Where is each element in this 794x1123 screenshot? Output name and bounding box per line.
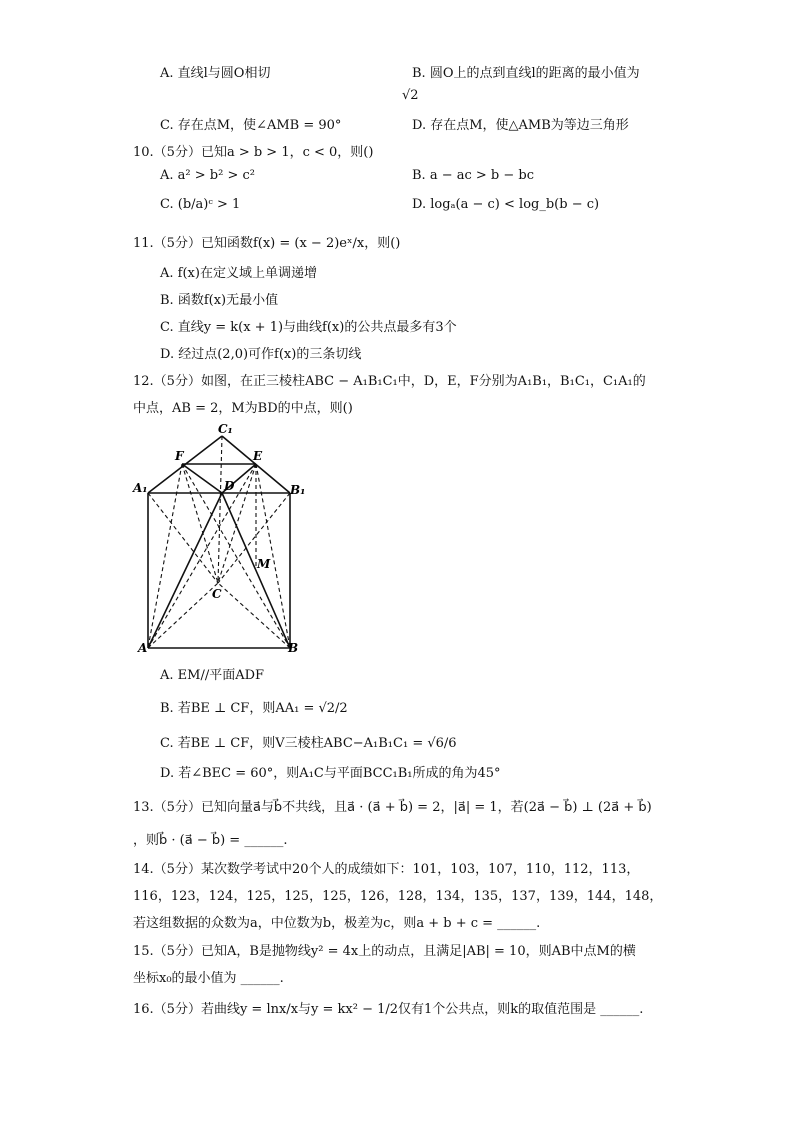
label-a1: A₁ <box>133 481 148 495</box>
q14-line3: 若这组数据的众数为a，中位数为b，极差为c，则a + b + c = ______. <box>133 916 541 931</box>
q14-line1: 14.（5分）某次数学考试中20个人的成绩如下：101，103，107，110，112，113， <box>133 862 640 877</box>
option-b-continuation: √2 <box>402 88 419 103</box>
q15-line1: 15.（5分）已知A，B是抛物线y² = 4x上的动点，且满足|AB| = 10，则AB中点M的横 <box>133 944 636 959</box>
q11-option-c: C. 直线y = k(x + 1)与曲线f(x)的公共点最多有3个 <box>160 320 457 335</box>
q14-line2: 116，123，124，125，125，125，126，128，134，135，137，139，144，148， <box>133 889 663 904</box>
q11-option-a: A. f(x)在定义域上单调递增 <box>160 266 317 281</box>
prism-figure <box>130 418 310 658</box>
label-c: C <box>212 587 222 601</box>
option-c: C. 存在点M，使∠AMB = 90° <box>160 118 342 133</box>
q13-line1: 13.（5分）已知向量a⃗与b⃗不共线，且a⃗ · (a⃗ + b⃗) = 2，|a⃗| = 1，若(2a⃗ − b⃗) ⊥ (2a⃗ + b⃗) <box>133 800 652 815</box>
label-m: M <box>257 557 271 571</box>
q10-option-d: D. logₐ(a − c) < log_b(b − c) <box>412 197 600 212</box>
option-b: B. 圆O上的点到直线l的距离的最小值为 <box>412 66 640 81</box>
q10-option-a: A. a² > b² > c² <box>160 168 255 183</box>
q10-stem: 10.（5分）已知a > b > 1，c < 0，则() <box>133 145 374 160</box>
q15-line2: 坐标x₀的最小值为 ______. <box>133 971 284 986</box>
q12-stem-line2: 中点，AB = 2，M为BD的中点，则() <box>133 401 353 416</box>
q16-line1: 16.（5分）若曲线y = lnx/x与y = kx² − 1/2仅有1个公共点，则k的取值范围是 ______. <box>133 1002 644 1017</box>
q12-option-b: B. 若BE ⊥ CF，则AA₁ = √2/2 <box>160 701 348 716</box>
label-b1: B₁ <box>290 483 306 497</box>
label-d: D <box>224 479 235 493</box>
q10-option-b: B. a − ac > b − bc <box>412 168 534 183</box>
label-c1: C₁ <box>218 422 233 436</box>
q11-option-b: B. 函数f(x)无最小值 <box>160 293 279 308</box>
q11-option-d: D. 经过点(2,0)可作f(x)的三条切线 <box>160 347 362 362</box>
q10-option-c: C. (b/a)ᶜ > 1 <box>160 197 241 212</box>
q13-line2: ，则b⃗ · (a⃗ − b⃗) = ______. <box>133 833 288 848</box>
label-e: E <box>253 449 263 463</box>
q12-option-c: C. 若BE ⊥ CF，则V三棱柱ABC−A₁B₁C₁ = √6/6 <box>160 736 457 751</box>
label-b: B <box>288 641 299 655</box>
label-f: F <box>175 449 184 463</box>
q12-option-d: D. 若∠BEC = 60°，则A₁C与平面BCC₁B₁所成的角为45° <box>160 766 501 781</box>
q12-stem-line1: 12.（5分）如图，在正三棱柱ABC − A₁B₁C₁中，D，E，F分别为A₁B₁，B₁C₁，C₁A₁的 <box>133 374 646 389</box>
option-a: A. 直线l与圆O相切 <box>160 66 271 81</box>
option-d: D. 存在点M，使△AMB为等边三角形 <box>412 118 629 133</box>
q11-stem: 11.（5分）已知函数f(x) = (x − 2)eˣ/x，则() <box>133 236 401 251</box>
q12-option-a: A. EM//平面ADF <box>160 668 265 683</box>
label-a: A <box>138 641 148 655</box>
